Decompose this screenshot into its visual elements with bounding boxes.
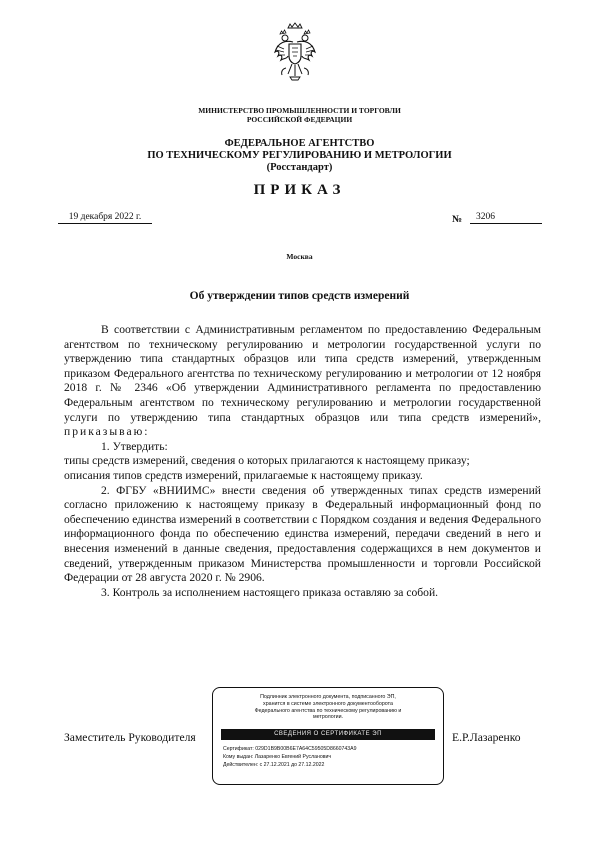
stamp-valid-value: с 27.12.2021 до 27.12.2022	[259, 761, 325, 768]
order-number: 3206	[470, 212, 542, 224]
stamp-cert-value: 029D1B9B00B6E7A64C59505D8660743A9	[255, 746, 357, 752]
preamble-text: В соответствии с Административным регламентом по предоставлению Федеральным агентством по техническому регулированию и метрологии государственной услуги по утверждению типа стандартных образцов или типа средств измерений, утвержденным приказом Федерального агентства по техническому регулированию и метрологии от 12 ноября 2018 г. № 2346 «Об утверждении Административного регламента по предоставлению Федеральным агентством по техническому регулированию и метрологии государственной услуги по утверждению типа стандартных образцов или типа средств измерений»,	[64, 323, 541, 424]
signer-name: Е.Р.Лазаренко	[452, 731, 521, 744]
electronic-signature-stamp	[212, 687, 444, 785]
stamp-header-line: Подлинник электронного документа, подписанного ЭП,	[260, 694, 396, 700]
item-1b	[64, 469, 541, 484]
stamp-valid-label: Действителен:	[223, 761, 259, 768]
stamp-header-line: метрологии.	[312, 714, 344, 721]
order-word: приказываю:	[64, 425, 150, 439]
item-1a	[64, 454, 541, 469]
stamp-header	[221, 694, 435, 721]
order-date: 19 декабря 2022 г.	[58, 212, 152, 224]
signer-position: Заместитель Руководителя	[64, 731, 196, 744]
ministry-name-line2: РОССИЙСКОЙ ФЕДЕРАЦИИ	[246, 115, 353, 124]
order-title: ПРИКАЗ	[253, 182, 346, 198]
stamp-cert-row	[223, 746, 437, 754]
stamp-info	[223, 746, 437, 769]
item-1a-text: типы средств измерений, сведения о которых прилагаются к настоящему приказу;	[64, 454, 470, 468]
agency-name-line2: ПО ТЕХНИЧЕСКОМУ РЕГУЛИРОВАНИЮ И МЕТРОЛОГИИ	[147, 150, 452, 161]
item-2: 2. ФГБУ «ВНИИМС» внести сведения об утвержденных типах средств измерений согласно приложению к настоящему приказу в Федеральный информационный фонд по обеспечению единства измерений в соответствии с Порядком создания и ведения Федерального информационного фонда по обеспечению единства измерений, передачи сведений в него и внесения изменений в данные сведения, предоставления содержащихся в нем документов и сведений, утвержденным приказом Министерства промышленности и торговли Российской Федерации от 28 августа 2020 г. № 2906.	[64, 483, 541, 585]
stamp-header-line: Федерального агентства по техническому регулированию и	[254, 707, 402, 714]
stamp-band: СВЕДЕНИЯ О СЕРТИФИКАТЕ ЭП	[221, 729, 435, 740]
order-subject: Об утверждении типов средств измерений	[189, 290, 410, 302]
coat-of-arms-icon	[272, 22, 318, 82]
stamp-header-line: хранится в системе электронного документооборота	[263, 700, 393, 707]
stamp-valid-row	[223, 762, 437, 770]
ministry-name-line1: МИНИСТЕРСТВО ПРОМЫШЛЕННОСТИ И ТОРГОВЛИ	[198, 106, 401, 115]
stamp-owner-row	[223, 754, 437, 762]
item-1b-text: описания типов средств измерений, прилагаемые к настоящему приказу.	[64, 468, 423, 482]
stamp-owner-value: Лазаренко Евгений Русланович	[254, 753, 332, 760]
agency-name-line3: (Росстандарт)	[266, 162, 333, 173]
stamp-owner-label: Кому выдан:	[223, 753, 254, 760]
order-number-sign: №	[452, 214, 463, 225]
order-body	[64, 323, 541, 600]
agency-name-line1: ФЕДЕРАЛЬНОЕ АГЕНТСТВО	[224, 138, 375, 149]
item-3: 3. Контроль за исполнением настоящего приказа оставляю за собой.	[101, 585, 439, 599]
item-1: 1. Утвердить:	[101, 439, 168, 453]
order-city: Москва	[286, 252, 313, 261]
preamble-paragraph	[64, 323, 541, 440]
stamp-cert-label: Сертификат:	[223, 746, 254, 752]
